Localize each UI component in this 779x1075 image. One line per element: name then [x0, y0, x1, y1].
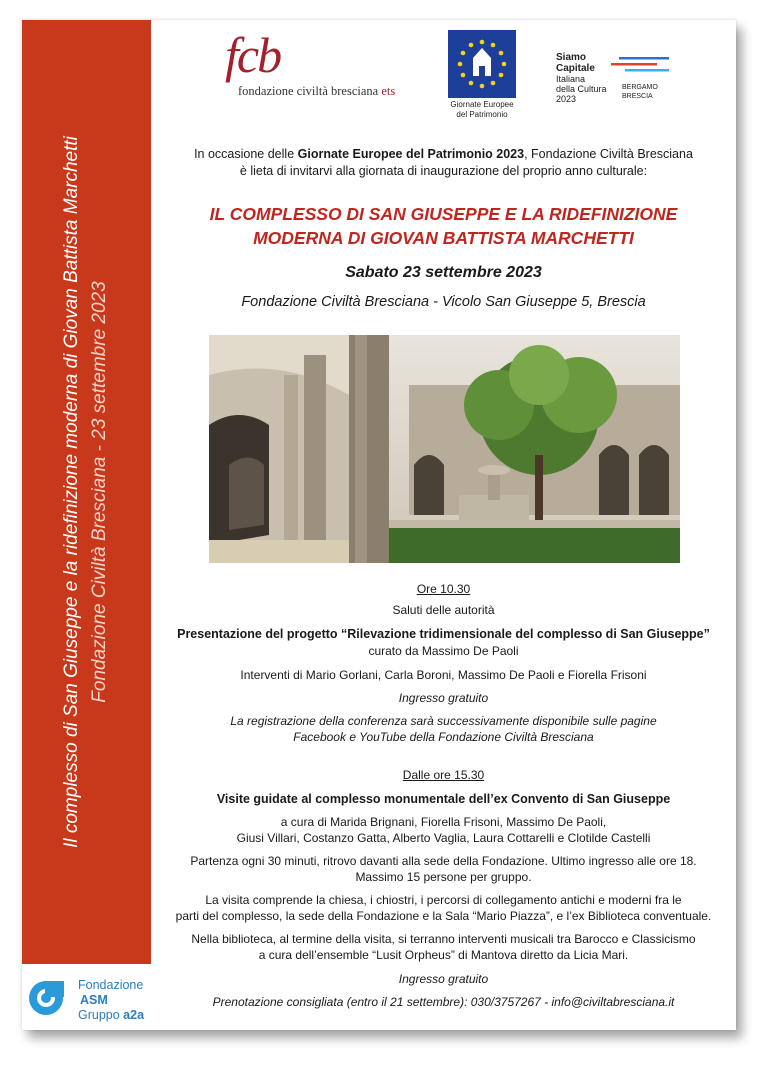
intro-text: In occasione delle Giornate Europee del Patrimonio 2023, Fondazione Civiltà Bresciana è lieta di invitarvi alla giornata di inaugurazione del proprio anno culturale: [194, 147, 693, 178]
fcb-logo: fcb fondazione civiltà bresciana ets [225, 27, 396, 98]
morning-presentation: Presentazione del progetto “Rilevazione tridimensionale del complesso di San Giuseppe” [177, 627, 710, 641]
sponsor-logo-asm [22, 964, 151, 1030]
afternoon-music: Nella biblioteca, al termine della visita, si terranno interventi musicali tra Barocco e Classicismo a cura dell’ensemble “Lusit Orpheus” di Mantova diretto da Licia Mari. [191, 932, 696, 962]
afternoon-free-entry: Ingresso gratuito [398, 972, 489, 986]
asm-logo-icon [28, 980, 64, 1016]
afternoon-guides: a cura di Marida Brignani, Fiorella Frisoni, Massimo De Paoli, Giusi Villari, Costanzo Gatta, Alberto Vaglia, Laura Cottarelli e Clotilde Castelli [236, 815, 651, 845]
eu-heritage-logo [448, 30, 516, 98]
eu-logo-caption: Giornate Europee del Patrimonio [450, 100, 514, 119]
afternoon-visits: Visite guidate al complesso monumentale dell’ex Convento di San Giuseppe [216, 792, 671, 806]
sidebar-title: Il complesso di San Giuseppe e la ridefinizione moderna di Giovan Battista Marchetti [61, 136, 82, 848]
morning-recording-note: La registrazione della conferenza sarà successivamente disponibile sulle pagine Facebook e YouTube della Fondazione Civiltà Bresciana [230, 714, 657, 744]
afternoon-visit-scope: La visita comprende la chiesa, i chiostri, i percorsi di collegamento antichi e moderni fra le parti del complesso, la sede della Fondazione e la Sala “Mario Piazza”, e l’ex Biblioteca conventuale. [175, 893, 712, 923]
main-content [151, 20, 736, 1030]
asm-text: Fondazione ASM Gruppo a2a [78, 978, 145, 1022]
morning-curated: curato da Massimo De Paoli [368, 644, 519, 658]
sidebar-vertical-text [58, 136, 114, 848]
capitale-cultura-logo: Siamo Capitale Italiana della Cultura 2023 BERGAMO BRESCIA [556, 52, 686, 112]
afternoon-departure: Partenza ogni 30 minuti, ritrovo davanti alla sede della Fondazione. Ultimo ingresso alle ore 18. Massimo 15 persone per gruppo. [190, 854, 697, 884]
invitation-sheet [22, 20, 736, 1030]
afternoon-time: Dalle ore 15.30 [402, 768, 485, 782]
cloister-photo [209, 335, 680, 563]
sidebar-band [22, 20, 151, 964]
morning-speakers: Interventi di Mario Gorlani, Carla Boroni, Massimo De Paoli e Fiorella Frisoni [240, 668, 647, 682]
event-place: Fondazione Civiltà Bresciana - Vicolo San Giuseppe 5, Brescia [241, 294, 646, 310]
event-date: Sabato 23 settembre 2023 [345, 264, 542, 281]
morning-free-entry: Ingresso gratuito [398, 691, 489, 705]
event-title: IL COMPLESSO DI SAN GIUSEPPE E LA RIDEFINIZIONE MODERNA DI GIOVAN BATTISTA MARCHETTI [209, 204, 678, 248]
capitale-stripes-icon [611, 55, 673, 75]
cloister-image [209, 335, 680, 563]
sidebar-subtitle: Fondazione Civiltà Bresciana - 23 settembre 2023 [89, 281, 110, 703]
morning-greetings: Saluti delle autorità [392, 603, 495, 617]
booking-info: Prenotazione consigliata (entro il 21 settembre): 030/3757267 - info@civiltabresciana.it [212, 995, 675, 1009]
morning-time: Ore 10.30 [416, 582, 471, 596]
eu-stars-icon [448, 30, 516, 98]
